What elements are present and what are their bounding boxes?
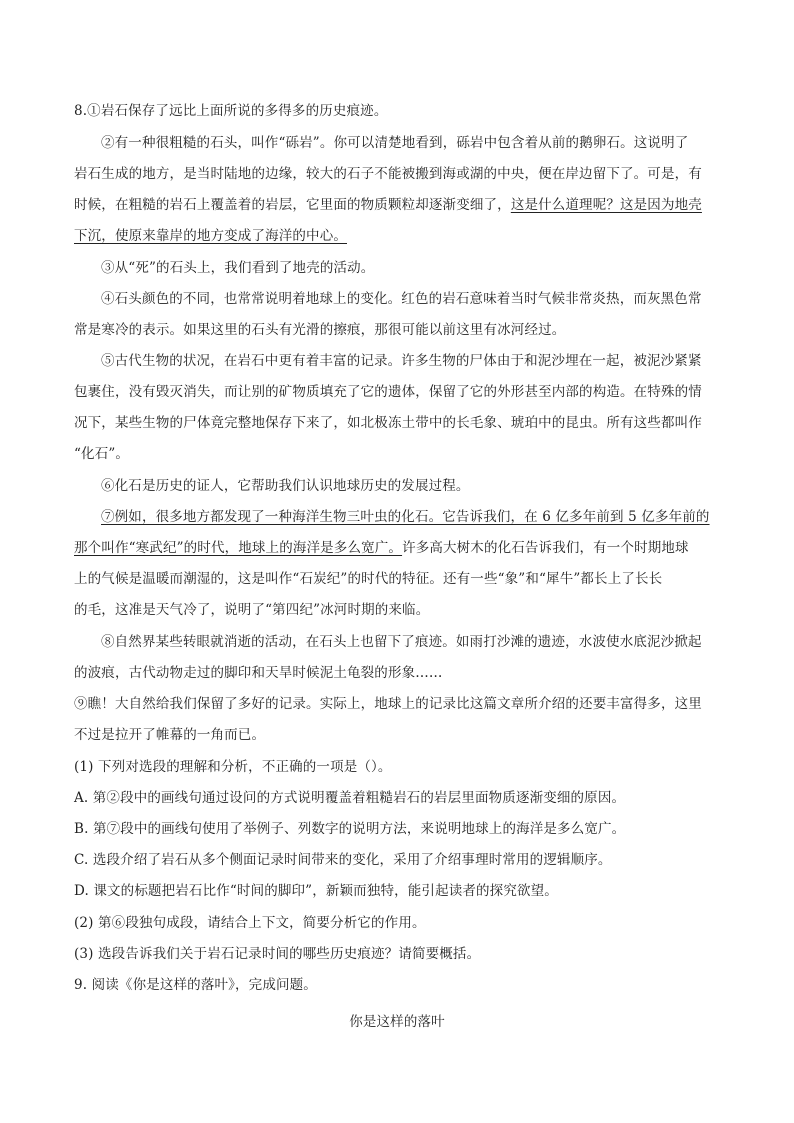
paragraph-7-line-1	[101, 507, 761, 527]
passage-title: 你是这样的落叶	[349, 1014, 445, 1030]
paragraph-2-line-3	[74, 195, 734, 215]
underlined-sentence: 那个叫作“寒武纪”的时代，地球上的海洋是多么宽广。	[74, 540, 403, 556]
underlined-sentence: 这是什么道理呢？这是因为地壳	[510, 197, 702, 213]
underlined-sentence: ⑦例如，很多地方都发现了一种海洋生物三叶虫的化石。它告诉我们，在 6 亿多年前到 5 亿多年前的	[101, 509, 710, 525]
sub-question-2: (2) 第⑥段独句成段，请结合上下文，简要分析它的作用。	[74, 915, 426, 931]
underlined-sentence: 下沉，使原来靠岸的地方变成了海洋的中心。	[74, 228, 347, 244]
paragraph-8-line-2: 的波痕，古代动物走过的脚印和天旱时候泥土龟裂的形象……	[74, 665, 443, 681]
paragraph-2-line-2: 岩石生成的地方，是当时陆地的边缘，较大的石子不能被搬到海或湖的中央，便在岸边留下了。可是，有	[74, 166, 702, 182]
paragraph-2-line-4	[74, 226, 734, 246]
paragraph-9-line-1: ⑨瞧！大自然给我们保留了多好的记录。实际上，地球上的记录比这篇文章所介绍的还要丰富得多，这里	[74, 696, 702, 712]
option-c: C. 选段介绍了岩石从多个侧面记录时间带来的变化，采用了介绍事理时常用的逻辑顺序。	[74, 852, 612, 868]
option-a: A. 第②段中的画线句通过设问的方式说明覆盖着粗糙岩石的岩层里面物质逐渐变细的原因。	[74, 790, 626, 806]
q9-intro: 9. 阅读《你是这样的落叶》，完成问题。	[74, 977, 317, 993]
option-b: B. 第⑦段中的画线句使用了举例子、列数字的说明方法，来说明地球上的海洋是多么宽广。	[74, 821, 626, 837]
paragraph-7-text: 许多高大树木的化石告诉我们，有一个时期地球	[402, 540, 689, 556]
sub-question-1: (1) 下列对选段的理解和分析，不正确的一项是（）。	[74, 759, 392, 775]
paragraph-3: ③从“死”的石头上，我们看到了地壳的活动。	[101, 260, 375, 276]
paragraph-2-text: 时候，在粗糙的岩石上覆盖着的岩层，它里面的物质颗粒却逐渐变细了，	[74, 197, 511, 213]
paragraph-7-line-4: 的毛，这准是天气冷了，说明了“第四纪”冰河时期的来临。	[74, 602, 430, 618]
paragraph-2-line-1: ②有一种很粗糙的石头，叫作“砾岩”。你可以清楚地看到，砾岩中包含着从前的鹅卵石。这说明了	[101, 135, 689, 151]
paragraph-9-line-2: 不过是拉开了帷幕的一角而已。	[74, 727, 266, 743]
paragraph-5-line-1: ⑤古代生物的状况，在岩石中更有着丰富的记录。许多生物的尸体由于和泥沙埋在一起，被泥沙紧紧	[101, 353, 702, 369]
paragraph-8-line-1: ⑧自然界某些转眼就消逝的活动，在石头上也留下了痕迹。如雨打沙滩的遗迹，水波使水底泥沙掀起	[101, 634, 702, 650]
paragraph-7-line-3: 上的气候是温暖而潮湿的，这是叫作“石炭纪”的时代的特征。还有一些“象”和“犀牛”都长上了长长	[74, 571, 663, 587]
paragraph-4-line-2: 常是寒冷的表示。如果这里的石头有光滑的擦痕，那很可能以前这里有冰河经过。	[74, 322, 566, 338]
option-d: D. 课文的标题把岩石比作“时间的脚印”，新颖而独特，能引起读者的探究欲望。	[74, 883, 558, 899]
q8-intro: 8.①岩石保存了远比上面所说的多得多的历史痕迹。	[74, 103, 388, 119]
paragraph-6: ⑥化石是历史的证人，它帮助我们认识地球历史的发展过程。	[101, 478, 470, 494]
paragraph-4-line-1: ④石头颜色的不同，也常常说明着地球上的变化。红色的岩石意味着当时气候非常炎热，而灰黑色常	[101, 291, 702, 307]
paragraph-5-line-2: 包裹住，没有毁灭消失，而让别的矿物质填充了它的遗体，保留了它的外形甚至内部的构造。在特殊的情	[74, 384, 702, 400]
paragraph-5-line-3: 况下，某些生物的尸体竟完整地保存下来了，如北极冻土带中的长毛象、琥珀中的昆虫。所有这些都叫作	[74, 415, 702, 431]
paragraph-5-line-4: “化石”。	[74, 446, 130, 462]
paragraph-7-line-2	[74, 538, 734, 558]
sub-question-3: (3) 选段告诉我们关于岩石记录时间的哪些历史痕迹？请简要概括。	[74, 946, 481, 962]
